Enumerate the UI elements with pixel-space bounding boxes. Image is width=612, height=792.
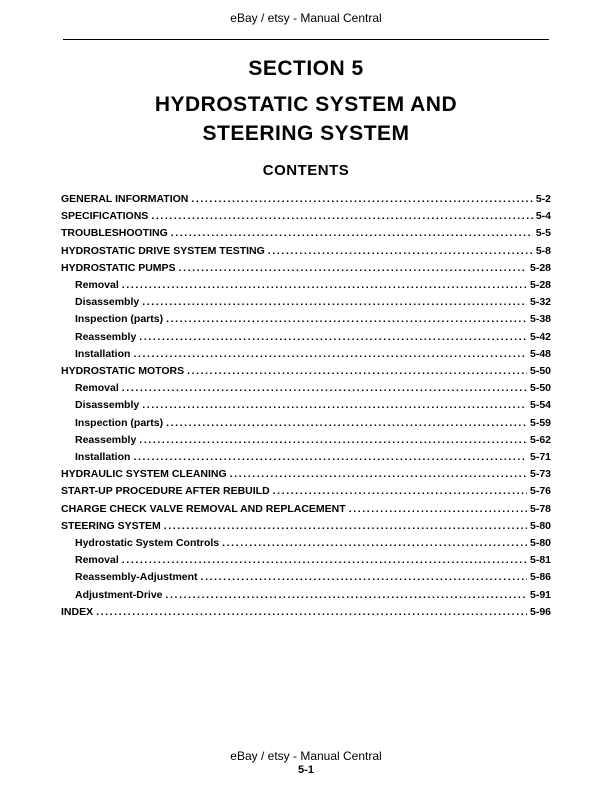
- toc-entry: [61, 329, 551, 346]
- toc-entry: [61, 466, 551, 483]
- toc-entry-label: Disassembly: [75, 296, 140, 309]
- toc-entry: [61, 483, 551, 500]
- toc-entry-label: Inspection (parts): [75, 313, 164, 326]
- toc-entry-page: 5-81: [529, 554, 551, 567]
- toc-entry-page: 5-71: [529, 451, 551, 464]
- toc-entry-page: 5-78: [529, 502, 551, 515]
- toc-entry-label: INDEX: [61, 605, 94, 618]
- toc-list: [61, 191, 551, 621]
- document-title-line1: HYDROSTATIC SYSTEM AND: [154, 93, 458, 116]
- header-rule: [63, 39, 549, 40]
- toc-leader-dots: [122, 380, 527, 397]
- toc-entry-label: Reassembly: [75, 330, 137, 343]
- toc-entry-page: 5-8: [535, 244, 551, 257]
- toc-leader-dots: [166, 587, 527, 604]
- toc-entry-page: 5-28: [529, 261, 551, 274]
- contents-heading: CONTENTS: [262, 162, 350, 179]
- toc-entry-page: 5-86: [529, 571, 551, 584]
- toc-leader-dots: [201, 569, 527, 586]
- toc-leader-dots: [142, 397, 527, 414]
- document-title: [0, 90, 612, 148]
- toc-entry-label: GENERAL INFORMATION: [61, 193, 189, 205]
- toc-entry-page: 5-28: [529, 279, 551, 292]
- toc-entry-label: Inspection (parts): [75, 416, 164, 429]
- toc-entry: [61, 260, 551, 277]
- toc-entry: [61, 397, 551, 414]
- toc-entry: [61, 277, 551, 294]
- toc-entry: [61, 569, 551, 586]
- toc-entry: [61, 380, 551, 397]
- footer-page-number: 5-1: [298, 764, 314, 776]
- toc-entry-page: 5-80: [529, 519, 551, 532]
- toc-entry: [61, 191, 551, 208]
- toc-entry: [61, 432, 551, 449]
- toc-entry-page: 5-5: [535, 227, 551, 240]
- toc-entry: [61, 535, 551, 552]
- toc-entry-label: Disassembly: [75, 399, 140, 412]
- toc-entry-label: HYDROSTATIC DRIVE SYSTEM TESTING: [61, 244, 265, 257]
- toc-entry-page: 5-32: [529, 296, 551, 309]
- toc-entry-page: 5-38: [529, 313, 551, 326]
- toc-leader-dots: [164, 518, 527, 535]
- toc-leader-dots: [268, 243, 533, 260]
- toc-leader-dots: [96, 604, 527, 621]
- toc-leader-dots: [171, 225, 533, 242]
- toc-entry: [61, 294, 551, 311]
- toc-entry: [61, 363, 551, 380]
- toc-entry: [61, 604, 551, 621]
- toc-entry-label: SPECIFICATIONS: [61, 210, 149, 223]
- page-footer: [0, 749, 612, 776]
- toc-entry-label: START-UP PROCEDURE AFTER REBUILD: [61, 485, 270, 498]
- toc-entry-label: Reassembly-Adjustment: [75, 571, 198, 584]
- document-title-line2: STEERING SYSTEM: [202, 122, 410, 145]
- toc-entry: [61, 225, 551, 242]
- toc-leader-dots: [222, 535, 527, 552]
- toc-entry-label: Reassembly: [75, 433, 137, 446]
- toc-entry-label: Adjustment-Drive: [75, 588, 163, 601]
- toc-entry-page: 5-91: [529, 588, 551, 601]
- toc-entry-page: 5-4: [535, 210, 551, 223]
- toc-entry-label: CHARGE CHECK VALVE REMOVAL AND REPLACEMENT: [61, 502, 346, 515]
- toc-entry-label: Removal: [75, 554, 119, 567]
- toc-entry-page: 5-54: [529, 399, 551, 412]
- toc-entry-label: Installation: [75, 347, 131, 360]
- toc-leader-dots: [133, 346, 527, 363]
- toc-leader-dots: [122, 277, 527, 294]
- toc-leader-dots: [122, 552, 527, 569]
- toc-leader-dots: [151, 208, 533, 225]
- toc-entry: [61, 346, 551, 363]
- toc-leader-dots: [230, 466, 527, 483]
- toc-entry-label: HYDROSTATIC PUMPS: [61, 261, 176, 274]
- toc-leader-dots: [191, 191, 532, 208]
- toc-entry: [61, 415, 551, 432]
- section-title: SECTION 5: [248, 57, 364, 80]
- toc-entry-page: 5-50: [529, 365, 551, 378]
- toc-leader-dots: [139, 432, 527, 449]
- toc-leader-dots: [139, 329, 527, 346]
- toc-entry-label: Hydrostatic System Controls: [75, 537, 220, 550]
- toc-entry: [61, 449, 551, 466]
- toc-entry: [61, 518, 551, 535]
- toc-entry: [61, 208, 551, 225]
- toc-entry-label: Installation: [75, 451, 131, 464]
- toc-entry-label: Removal: [75, 382, 119, 395]
- toc-leader-dots: [187, 363, 527, 380]
- toc-entry: [61, 311, 551, 328]
- toc-entry: [61, 243, 551, 260]
- toc-entry-page: 5-2: [535, 193, 551, 205]
- footer-text: eBay / etsy - Manual Central: [230, 749, 382, 763]
- toc-entry-page: 5-73: [529, 468, 551, 481]
- toc-leader-dots: [349, 501, 527, 518]
- running-header: eBay / etsy - Manual Central: [230, 11, 382, 25]
- toc-entry-page: 5-59: [529, 416, 551, 429]
- toc-entry-page: 5-96: [529, 605, 551, 618]
- toc-entry-page: 5-50: [529, 382, 551, 395]
- toc-entry-label: Removal: [75, 279, 119, 292]
- toc-leader-dots: [273, 483, 527, 500]
- toc-leader-dots: [179, 260, 527, 277]
- toc-entry: [61, 587, 551, 604]
- toc-leader-dots: [166, 415, 527, 432]
- toc-entry-label: HYDROSTATIC MOTORS: [61, 365, 185, 378]
- toc-leader-dots: [142, 294, 527, 311]
- toc-entry-page: 5-62: [529, 433, 551, 446]
- toc-entry-page: 5-48: [529, 347, 551, 360]
- toc-entry-page: 5-80: [529, 537, 551, 550]
- toc-entry-page: 5-42: [529, 330, 551, 343]
- toc-entry-page: 5-76: [529, 485, 551, 498]
- toc-leader-dots: [166, 311, 527, 328]
- toc-entry: [61, 552, 551, 569]
- toc-entry: [61, 501, 551, 518]
- toc-entry-label: STEERING SYSTEM: [61, 519, 161, 532]
- toc-leader-dots: [133, 449, 527, 466]
- toc-entry-label: TROUBLESHOOTING: [61, 227, 168, 240]
- toc-entry-label: HYDRAULIC SYSTEM CLEANING: [61, 468, 227, 481]
